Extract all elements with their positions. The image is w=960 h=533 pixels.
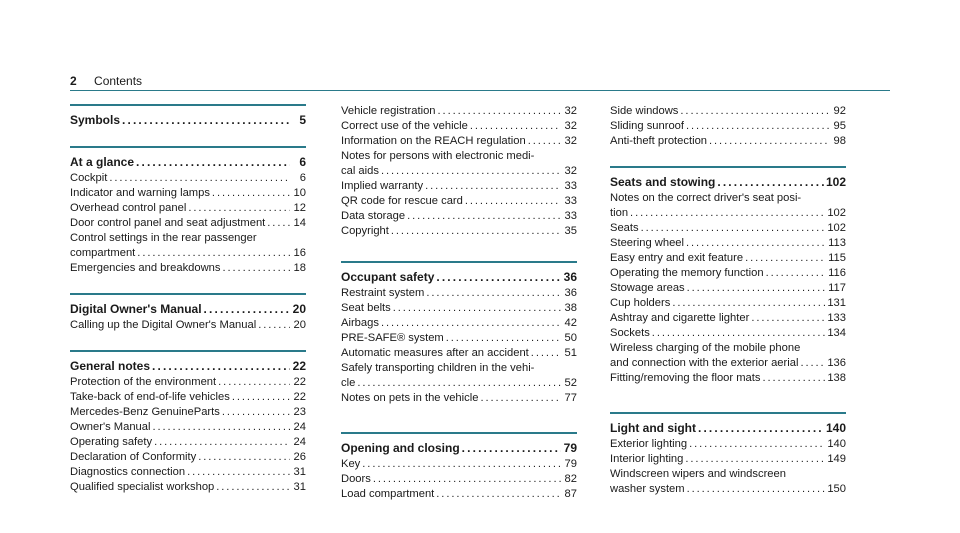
- leader-dots: [652, 326, 826, 341]
- toc-section: [70, 293, 306, 333]
- toc-entry[interactable]: [70, 171, 306, 186]
- entry-page-number: 33: [564, 210, 577, 222]
- section-rule: [70, 293, 306, 295]
- entry-page-number: 38: [564, 302, 577, 314]
- section-rule: [610, 412, 846, 414]
- toc-entry[interactable]: [610, 281, 846, 296]
- entry-page-number: 149: [827, 453, 846, 465]
- toc-entry[interactable]: [610, 104, 846, 119]
- leader-dots: [689, 437, 825, 452]
- leader-dots: [686, 119, 830, 134]
- entry-label: Emergencies and breakdowns: [70, 262, 221, 274]
- leader-dots: [258, 318, 290, 333]
- leader-dots: [465, 194, 561, 209]
- entry-page-number: 82: [564, 473, 577, 485]
- section-page-number: 79: [563, 441, 577, 455]
- entry-page-number: 31: [293, 481, 306, 493]
- toc-entry[interactable]: [341, 316, 577, 331]
- toc-entry[interactable]: [70, 420, 306, 435]
- toc-entry[interactable]: [341, 346, 577, 361]
- leader-dots: [438, 104, 561, 119]
- entry-label: Anti-theft protection: [610, 135, 708, 147]
- entry-page-number: 102: [827, 222, 846, 234]
- leader-dots: [122, 112, 290, 129]
- leader-dots: [381, 164, 561, 179]
- leader-dots: [687, 281, 827, 296]
- toc-entry[interactable]: [610, 134, 846, 149]
- leader-dots: [630, 206, 825, 221]
- entry-label: Seat belts: [341, 302, 391, 314]
- toc-section: [341, 432, 577, 502]
- toc-section-title[interactable]: [70, 301, 306, 318]
- section-title-label: Opening and closing: [341, 441, 460, 455]
- toc-section: [70, 104, 306, 129]
- entry-label: PRE-SAFE® system: [341, 332, 444, 344]
- leader-dots: [137, 246, 290, 261]
- section-rule: [70, 350, 306, 352]
- entry-label: Implied warranty: [341, 180, 424, 192]
- section-rule: [70, 104, 306, 106]
- leader-dots: [641, 221, 826, 236]
- leader-dots: [426, 286, 561, 301]
- entry-page-number: 87: [564, 488, 577, 500]
- entry-page-number: 131: [827, 297, 846, 309]
- entry-label: Calling up the Digital Owner's Manual: [70, 319, 257, 331]
- entry-page-number: 24: [293, 421, 306, 433]
- entry-page-number: 138: [827, 372, 846, 384]
- leader-dots: [686, 236, 826, 251]
- leader-dots: [136, 154, 290, 171]
- entry-label: Exterior lighting: [610, 438, 688, 450]
- entry-label: Notes on pets in the vehicle: [341, 392, 479, 404]
- entry-label: Qualified specialist workshop: [70, 481, 215, 493]
- page-number: 2: [70, 74, 77, 88]
- section-rule: [70, 146, 306, 148]
- entry-page-number: 23: [293, 406, 306, 418]
- section-page-number: 22: [292, 359, 306, 373]
- page-header: [70, 74, 142, 88]
- entry-label: Airbags: [341, 317, 379, 329]
- entry-page-number: 140: [827, 438, 846, 450]
- entry-page-number: 98: [833, 135, 846, 147]
- entry-label: Declaration of Conformity: [70, 451, 197, 463]
- leader-dots: [267, 216, 290, 231]
- entry-label: Vehicle registration: [341, 105, 436, 117]
- toc-entry[interactable]: [341, 104, 577, 119]
- entry-page-number: 22: [293, 391, 306, 403]
- toc-entry[interactable]: [610, 296, 846, 311]
- entry-label: tion: [610, 207, 629, 219]
- section-rule: [610, 166, 846, 168]
- toc-entry[interactable]: [610, 266, 846, 281]
- leader-dots: [480, 391, 561, 406]
- entry-page-number: 36: [564, 287, 577, 299]
- entry-page-number: 10: [293, 187, 306, 199]
- page-title: Contents: [94, 74, 143, 88]
- section-title-label: Occupant safety: [341, 270, 435, 284]
- entry-page-number: 20: [293, 319, 306, 331]
- leader-dots: [698, 420, 824, 437]
- section-page-number: 6: [299, 155, 306, 169]
- entry-label-line: Windscreen wipers and windscreen: [610, 468, 786, 480]
- entry-page-number: 52: [564, 377, 577, 389]
- leader-dots: [216, 480, 290, 495]
- toc-entry[interactable]: [610, 326, 846, 341]
- leader-dots: [381, 316, 561, 331]
- entry-label: Interior lighting: [610, 453, 684, 465]
- entry-page-number: 31: [293, 466, 306, 478]
- entry-label: Fitting/removing the floor mats: [610, 372, 761, 384]
- leader-dots: [188, 201, 290, 216]
- entry-label: Operating safety: [70, 436, 153, 448]
- leader-dots: [470, 119, 561, 134]
- entry-page-number: 42: [564, 317, 577, 329]
- toc-entry[interactable]: [70, 480, 306, 495]
- entry-label: Restraint system: [341, 287, 425, 299]
- leader-dots: [717, 174, 824, 191]
- toc-entry[interactable]: [610, 206, 846, 221]
- entry-page-number: 134: [827, 327, 846, 339]
- section-title-label: Digital Owner's Manual: [70, 302, 202, 316]
- entry-label: Load compartment: [341, 488, 435, 500]
- leader-dots: [672, 296, 825, 311]
- entry-page-number: 117: [828, 282, 846, 294]
- header-rule: [70, 90, 890, 91]
- entry-label: QR code for rescue card: [341, 195, 463, 207]
- leader-dots: [762, 371, 825, 386]
- toc-column-3: [610, 104, 846, 514]
- entry-label: Overhead control panel: [70, 202, 187, 214]
- entry-label-line: Safely transporting children in the vehi-: [341, 362, 535, 374]
- entry-label: Data storage: [341, 210, 406, 222]
- entry-page-number: 33: [564, 195, 577, 207]
- toc-section: [70, 146, 306, 276]
- entry-page-number: 18: [293, 262, 306, 274]
- entry-page-number: 92: [833, 105, 846, 117]
- toc-entry[interactable]: [70, 201, 306, 216]
- entry-page-number: 32: [564, 120, 577, 132]
- entry-label: Easy entry and exit feature: [610, 252, 744, 264]
- toc-entry[interactable]: [610, 356, 846, 371]
- entry-label: cle: [341, 377, 356, 389]
- entry-page-number: 12: [293, 202, 306, 214]
- leader-dots: [393, 301, 561, 316]
- leader-dots: [109, 171, 290, 186]
- entry-page-number: 77: [564, 392, 577, 404]
- toc-column-2: [341, 104, 577, 519]
- entry-label: Seats: [610, 222, 639, 234]
- leader-dots: [223, 261, 291, 276]
- toc-entry[interactable]: [610, 311, 846, 326]
- entry-page-number: 26: [293, 451, 306, 463]
- section-title-label: At a glance: [70, 155, 135, 169]
- entry-label: Copyright: [341, 225, 389, 237]
- entry-page-number: 32: [564, 165, 577, 177]
- entry-page-number: 102: [827, 207, 846, 219]
- entry-label-line: Control settings in the rear passenger: [70, 232, 257, 244]
- entry-label: Cockpit: [70, 172, 108, 184]
- leader-dots: [204, 301, 290, 318]
- leader-dots: [357, 376, 561, 391]
- entry-page-number: 35: [564, 225, 577, 237]
- toc-entry[interactable]: [341, 224, 577, 239]
- toc-section-title[interactable]: [341, 440, 577, 457]
- section-title-label: Seats and stowing: [610, 175, 716, 189]
- leader-dots: [425, 179, 561, 194]
- section-title-label: Symbols: [70, 113, 121, 127]
- toc-entry[interactable]: [610, 251, 846, 266]
- entry-label: washer system: [610, 483, 685, 495]
- leader-dots: [218, 375, 290, 390]
- toc-entry[interactable]: [341, 391, 577, 406]
- toc-section-title[interactable]: [70, 112, 306, 129]
- toc-entry[interactable]: [610, 221, 846, 236]
- entry-label: Steering wheel: [610, 237, 685, 249]
- toc-entry[interactable]: [70, 465, 306, 480]
- leader-dots: [187, 465, 290, 480]
- entry-page-number: 95: [833, 120, 846, 132]
- leader-dots: [462, 440, 561, 457]
- toc-section: [341, 104, 577, 239]
- entry-label-line: Notes on the correct driver's seat posi-: [610, 192, 802, 204]
- entry-label: Sliding sunroof: [610, 120, 685, 132]
- entry-label: Ashtray and cigarette lighter: [610, 312, 750, 324]
- toc-entry[interactable]: [70, 450, 306, 465]
- entry-label: Indicator and warning lamps: [70, 187, 210, 199]
- entry-label: Side windows: [610, 105, 679, 117]
- leader-dots: [766, 266, 827, 281]
- toc-section: [341, 261, 577, 406]
- toc-entry[interactable]: [341, 194, 577, 209]
- leader-dots: [751, 311, 825, 326]
- entry-label-line: Notes for persons with electronic medi-: [341, 150, 535, 162]
- entry-label: and connection with the exterior aerial: [610, 357, 799, 369]
- section-title-label: Light and sight: [610, 421, 696, 435]
- entry-page-number: 51: [564, 347, 577, 359]
- toc-section-title[interactable]: [70, 358, 306, 375]
- section-page-number: 5: [299, 113, 306, 127]
- leader-dots: [709, 134, 830, 149]
- toc-entry[interactable]: [610, 119, 846, 134]
- toc-entry[interactable]: [341, 472, 577, 487]
- toc-entry[interactable]: [70, 375, 306, 390]
- toc-entry[interactable]: [70, 261, 306, 276]
- toc-entry[interactable]: [610, 236, 846, 251]
- entry-label: Stowage areas: [610, 282, 685, 294]
- section-title-label: General notes: [70, 359, 151, 373]
- section-page-number: 20: [292, 302, 306, 316]
- entry-label: Owner's Manual: [70, 421, 151, 433]
- leader-dots: [745, 251, 826, 266]
- toc-entry[interactable]: [341, 301, 577, 316]
- toc-entry[interactable]: [70, 186, 306, 201]
- section-page-number: 102: [825, 175, 846, 189]
- leader-dots: [446, 331, 561, 346]
- leader-dots: [687, 482, 826, 497]
- entry-page-number: 115: [828, 252, 846, 264]
- toc-entry[interactable]: [610, 482, 846, 497]
- entry-label: Diagnostics connection: [70, 466, 186, 478]
- entry-page-number: 136: [827, 357, 846, 369]
- toc-entry[interactable]: [70, 246, 306, 261]
- toc-entry[interactable]: [610, 437, 846, 452]
- leader-dots: [362, 457, 561, 472]
- entry-page-number: 32: [564, 105, 577, 117]
- entry-page-number: 33: [564, 180, 577, 192]
- entry-page-number: 32: [564, 135, 577, 147]
- entry-label-line: Wireless charging of the mobile phone: [610, 342, 801, 354]
- section-rule: [341, 432, 577, 434]
- entry-label: Information on the REACH regulation: [341, 135, 526, 147]
- toc-entry[interactable]: [610, 452, 846, 467]
- toc-entry[interactable]: [70, 435, 306, 450]
- entry-label: Sockets: [610, 327, 650, 339]
- entry-page-number: 50: [564, 332, 577, 344]
- toc-entry[interactable]: [341, 457, 577, 472]
- toc-entry[interactable]: [70, 318, 306, 333]
- leader-dots: [528, 134, 561, 149]
- toc-entry[interactable]: [341, 209, 577, 224]
- entry-label: Mercedes-Benz GenuineParts: [70, 406, 220, 418]
- toc-section: [610, 412, 846, 497]
- entry-page-number: 14: [293, 217, 306, 229]
- toc-section: [610, 166, 846, 386]
- leader-dots: [800, 356, 825, 371]
- entry-page-number: 24: [293, 436, 306, 448]
- entry-label: Correct use of the vehicle: [341, 120, 468, 132]
- entry-label: Automatic measures after an accident: [341, 347, 529, 359]
- leader-dots: [198, 450, 290, 465]
- toc-section-title[interactable]: [70, 154, 306, 171]
- leader-dots: [407, 209, 561, 224]
- toc-section-title[interactable]: [341, 269, 577, 286]
- toc-section: [70, 350, 306, 495]
- entry-page-number: 16: [293, 247, 306, 259]
- toc-entry[interactable]: [341, 179, 577, 194]
- entry-page-number: 116: [828, 267, 846, 279]
- entry-label: Cup holders: [610, 297, 671, 309]
- toc-entry[interactable]: [341, 487, 577, 502]
- section-page-number: 36: [563, 270, 577, 284]
- leader-dots: [436, 487, 561, 502]
- toc-entry[interactable]: [341, 119, 577, 134]
- leader-dots: [531, 346, 561, 361]
- toc-column-1: [70, 104, 306, 512]
- entry-page-number: 6: [299, 172, 306, 184]
- toc-entry[interactable]: [341, 286, 577, 301]
- toc-section: [610, 104, 846, 149]
- entry-label: Key: [341, 458, 361, 470]
- toc-entry[interactable]: [70, 390, 306, 405]
- toc-entry[interactable]: [70, 216, 306, 231]
- entry-label: compartment: [70, 247, 136, 259]
- entry-label: Operating the memory function: [610, 267, 764, 279]
- leader-dots: [232, 390, 290, 405]
- toc-entry[interactable]: [341, 134, 577, 149]
- toc-section-title[interactable]: [610, 420, 846, 437]
- toc-section-title[interactable]: [610, 174, 846, 191]
- entry-label: Door control panel and seat adjustment: [70, 217, 266, 229]
- toc-entry[interactable]: [70, 405, 306, 420]
- leader-dots: [152, 358, 290, 375]
- entry-page-number: 113: [828, 237, 846, 249]
- section-rule: [341, 261, 577, 263]
- leader-dots: [680, 104, 830, 119]
- entry-page-number: 150: [827, 483, 846, 495]
- leader-dots: [391, 224, 561, 239]
- leader-dots: [212, 186, 290, 201]
- toc-entry[interactable]: [341, 331, 577, 346]
- section-page-number: 140: [825, 421, 846, 435]
- entry-page-number: 79: [564, 458, 577, 470]
- entry-label: cal aids: [341, 165, 379, 177]
- toc-entry[interactable]: [610, 371, 846, 386]
- leader-dots: [154, 435, 290, 450]
- toc-entry[interactable]: [341, 376, 577, 391]
- leader-dots: [152, 420, 290, 435]
- entry-page-number: 133: [827, 312, 846, 324]
- leader-dots: [222, 405, 290, 420]
- toc-entry[interactable]: [341, 164, 577, 179]
- leader-dots: [685, 452, 825, 467]
- entry-page-number: 22: [293, 376, 306, 388]
- leader-dots: [436, 269, 561, 286]
- entry-label: Doors: [341, 473, 371, 485]
- leader-dots: [373, 472, 561, 487]
- entry-label: Take-back of end-of-life vehicles: [70, 391, 230, 403]
- entry-label: Protection of the environment: [70, 376, 217, 388]
